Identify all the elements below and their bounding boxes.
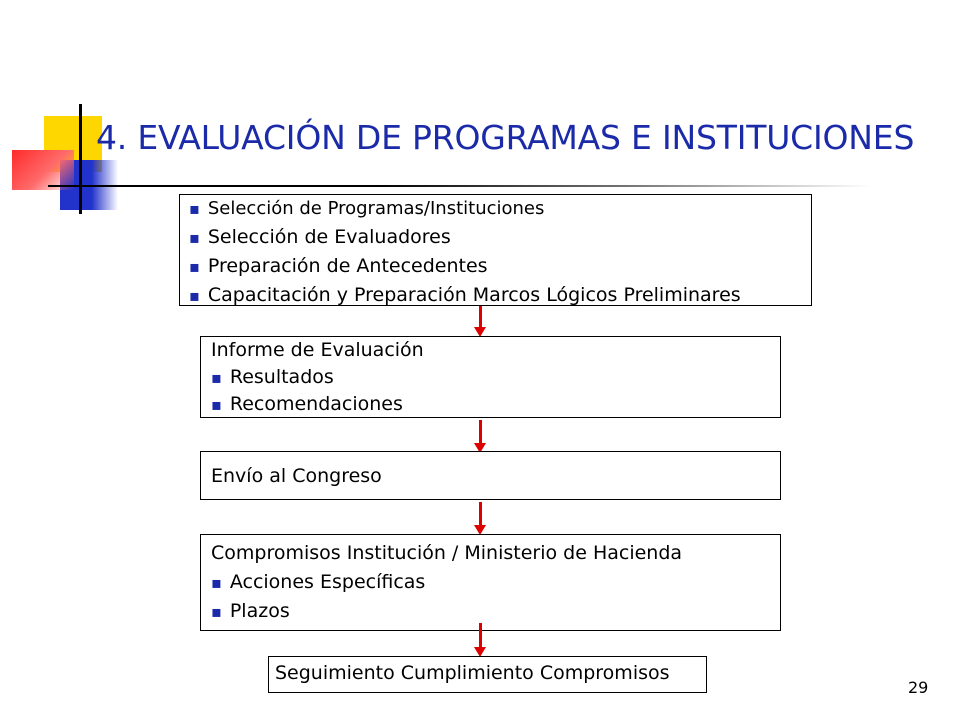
red-square-decoration [12, 150, 74, 190]
list-item: ▪ Acciones Específicas [211, 568, 780, 597]
down-arrow-icon [479, 502, 482, 526]
followup-box [268, 656, 707, 693]
box-heading: Compromisos Institución / Ministerio de Hacienda [211, 542, 683, 564]
list-item: ▪ Selección de Evaluadores [189, 223, 811, 252]
report-box [200, 336, 781, 418]
page-number: 29 [908, 678, 929, 697]
title-underline-rule [48, 185, 872, 187]
congress-box [200, 451, 781, 500]
box-heading: Envío al Congreso [211, 465, 382, 487]
down-arrow-icon [479, 623, 482, 648]
vertical-rule [79, 104, 82, 214]
list-item: ▪ Capacitación y Preparación Marcos Lógicos Preliminares [189, 281, 811, 310]
down-arrow-icon [479, 306, 482, 328]
slide-title: 4. EVALUACIÓN DE PROGRAMAS E INSTITUCIONES [96, 118, 915, 157]
box-heading: Seguimiento Cumplimiento Compromisos [275, 662, 670, 684]
preparation-box [179, 194, 812, 306]
down-arrow-icon [479, 420, 482, 444]
commitments-box [200, 534, 781, 631]
box-heading: Informe de Evaluación [211, 339, 424, 361]
list-item: ▪ Preparación de Antecedentes [189, 252, 811, 281]
list-item: ▪ Selección de Programas/Instituciones [189, 195, 811, 223]
list-item: ▪ Plazos [211, 597, 780, 626]
list-item: ▪ Resultados [211, 364, 780, 391]
list-item: ▪ Recomendaciones [211, 391, 780, 418]
